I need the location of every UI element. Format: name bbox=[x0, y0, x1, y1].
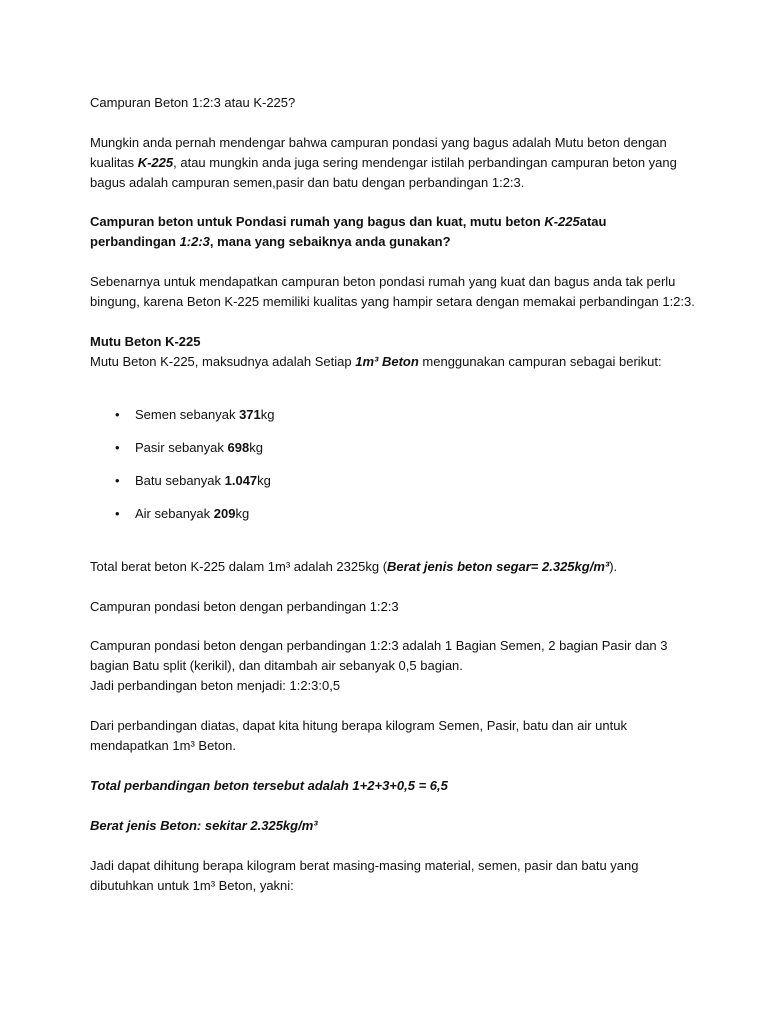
answer-line-1: Sebenarnya untuk mendapatkan campuran beton pondasi rumah yang kuat dan bagus anda tak perlu bbox=[90, 274, 676, 289]
bullet-icon: • bbox=[115, 473, 120, 488]
question-line-1: Campuran beton untuk Pondasi rumah yang bagus dan kuat, mutu beton K-225atau bbox=[90, 214, 607, 229]
intro-line-3: bagus adalah campuran semen,pasir dan batu dengan perbandingan 1:2:3. bbox=[90, 175, 525, 190]
density-line: Berat jenis Beton: sekitar 2.325kg/m³ bbox=[90, 818, 318, 833]
total-weight-line: Total berat beton K-225 dalam 1m³ adalah 2325kg (Berat jenis beton segar= 2.325kg/m³). bbox=[90, 559, 618, 574]
mutu-heading: Mutu Beton K-225 bbox=[90, 334, 201, 349]
ratio-line-3: Jadi perbandingan beton menjadi: 1:2:3:0,5 bbox=[90, 678, 341, 693]
bullet-icon: • bbox=[115, 506, 120, 521]
bullet-icon: • bbox=[115, 440, 120, 455]
question-line-2: perbandingan 1:2:3, mana yang sebaiknya anda gunakan? bbox=[90, 234, 451, 249]
calc-line-2: mendapatkan 1m³ Beton. bbox=[90, 738, 236, 753]
ratio-heading: Campuran pondasi beton dengan perbandingan 1:2:3 bbox=[90, 599, 399, 614]
document-title: Campuran Beton 1:2:3 atau K-225? bbox=[90, 95, 296, 110]
bullet-icon: • bbox=[115, 407, 120, 422]
ratio-line-2: bagian Batu split (kerikil), dan ditambah air sebanyak 0,5 bagian. bbox=[90, 658, 463, 673]
ratio-line-1: Campuran pondasi beton dengan perbandingan 1:2:3 adalah 1 Bagian Semen, 2 bagian Pasir dan 3 bbox=[90, 638, 668, 653]
mutu-description: Mutu Beton K-225, maksudnya adalah Setiap 1m³ Beton menggunakan campuran sebagai berikut: bbox=[90, 354, 662, 369]
total-ratio-line: Total perbandingan beton tersebut adalah 1+2+3+0,5 = 6,5 bbox=[90, 778, 448, 793]
final-line-2: dibutuhkan untuk 1m³ Beton, yakni: bbox=[90, 878, 294, 893]
final-line-1: Jadi dapat dihitung berapa kilogram berat masing-masing material, semen, pasir dan batu yang bbox=[90, 858, 639, 873]
intro-line-2: kualitas K-225, atau mungkin anda juga sering mendengar istilah perbandingan campuran beton yang bbox=[90, 155, 677, 170]
intro-line-1: Mungkin anda pernah mendengar bahwa campuran pondasi yang bagus adalah Mutu beton dengan bbox=[90, 135, 667, 150]
calc-line-1: Dari perbandingan diatas, dapat kita hitung berapa kilogram Semen, Pasir, batu dan air untuk bbox=[90, 718, 627, 733]
answer-line-2: bingung, karena Beton K-225 memiliki kualitas yang hampir setara dengan memakai perbandingan 1:2:3. bbox=[90, 294, 695, 309]
